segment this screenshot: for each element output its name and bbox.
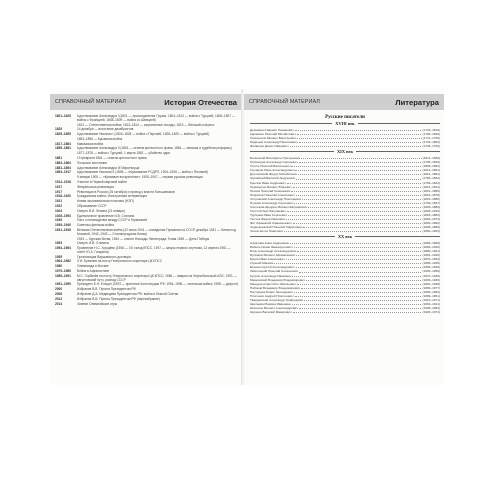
- writers-section-title: Русские писатели: [325, 115, 365, 120]
- writer-life-dates: (1870–1953): [422, 257, 440, 262]
- writer-life-dates: (1811–1848): [422, 156, 440, 161]
- dot-leader: [296, 176, 421, 179]
- writer-life-dates: (1893–1930): [422, 277, 440, 282]
- writer-life-dates: (1809–1852): [422, 164, 440, 169]
- writer-name: Белинский Виссарион Григорьевич: [250, 156, 301, 161]
- timeline-year: 1881–1894: [55, 165, 71, 170]
- dot-leader: [292, 274, 421, 277]
- writer-life-dates: (1903–1958): [422, 269, 440, 274]
- dot-leader: [286, 217, 421, 220]
- century-divider: [250, 121, 440, 126]
- timeline-event: Избрание Д.А. Медведева Президентом РФ; война в Южной Осетии: [77, 291, 179, 296]
- history-page: [50, 89, 242, 385]
- writer-name: Достоевский Фёдор Михайлович: [250, 172, 298, 177]
- writer-name: Бунин Иван Алексеевич: [250, 257, 285, 262]
- timeline-event: Революция в России (25 октября) и приход к власти большевиков: [77, 189, 175, 194]
- timeline-year: 1917: [55, 184, 63, 189]
- writer-life-dates: (1880–1921): [422, 249, 440, 254]
- writer-name: Лермонтов Михаил Юрьевич: [250, 184, 292, 189]
- writer-name: Чехов Антон Павлович: [250, 229, 283, 234]
- writer-name: Гоголь Николай Васильевич: [250, 164, 291, 169]
- timeline-event: 9 января 1905 — «Кровавое воскресенье»; 1905–1907 — первая русская революция: [77, 175, 203, 180]
- timeline-event: Олимпиада в Москве: [77, 264, 109, 269]
- timeline-year: 1914–1918: [55, 180, 71, 185]
- timeline-year: 1825: [55, 127, 63, 132]
- writer-name: Бабель Исаак Эммануилович: [250, 245, 293, 250]
- writer-life-dates: (1894–1940): [422, 245, 440, 250]
- dot-leader: [286, 257, 422, 260]
- writers-list: [250, 114, 440, 314]
- writer-name: Карамзин Николай Михайлович: [250, 132, 296, 137]
- literature-page: [244, 89, 444, 385]
- writer-life-dates: (1891–1940): [422, 253, 440, 258]
- writer-life-dates: (1929–1974): [422, 309, 440, 314]
- timeline-event: Великая Отечественная война (22 июня 1941 — нападение Германии на СССР, декабрь 1941 — битва под Москвой, 1942–1943 — Сталинградская битва): [77, 228, 236, 236]
- timeline-year: 1801–1825: [55, 114, 71, 118]
- dot-leader: [294, 290, 421, 293]
- writer-life-dates: (1769–1844): [422, 180, 440, 185]
- writer-name: Куприн Александр Иванович: [250, 273, 292, 278]
- writer-name: Радищев Александр Николаевич: [250, 140, 298, 145]
- history-page-title: История Отечества: [164, 97, 237, 107]
- dot-leader: [295, 128, 422, 131]
- writer-life-dates: (1889–1966): [422, 241, 440, 246]
- divider-line: [356, 151, 440, 152]
- century-divider: [250, 234, 440, 239]
- timeline-year: 2012: [55, 296, 63, 301]
- writer-name: Островский Александр Николаевич: [250, 196, 302, 201]
- timeline-year: 1917: [55, 189, 63, 194]
- timeline-event: 14 декабря — восстание декабристов: [77, 127, 134, 132]
- timeline-event: 1943 — Курская битва; 1944 — снятие блокады Ленинграда; 9 мая 1945 — День Победы: [77, 236, 210, 241]
- timeline-event: Смерть В.И. Ленина (21 января): [77, 208, 125, 213]
- timeline-row: [55, 298, 239, 302]
- timeline-event: Царствование Николая I (1826–1828 — война с Персией, 1828–1829 — война с Турцией): [77, 132, 210, 137]
- timeline-event: Гражданская война. Иностранная интервенция: [77, 194, 147, 199]
- timeline-year: 1991–1999: [55, 282, 71, 287]
- dot-leader: [306, 278, 422, 281]
- timeline-event: Зимние Олимпийские игры: [77, 301, 118, 306]
- writer-name: Заболоцкий Николай Алексеевич: [250, 269, 299, 274]
- writer-name: Толстой Лев Николаевич: [250, 208, 286, 213]
- writer-name: Платонов Андрей Платонович: [250, 293, 294, 298]
- dot-leader: [308, 205, 421, 208]
- century-label: XIX век: [337, 149, 353, 155]
- timeline-row: [55, 115, 239, 122]
- timeline-year: 1863–1864: [55, 160, 71, 165]
- timeline-event: Единоличное правление И.В. Сталина: [77, 213, 135, 218]
- timeline-year: 1939: [55, 218, 63, 223]
- timeline-row: [55, 210, 239, 214]
- dot-leader: [294, 245, 422, 248]
- dot-leader: [288, 213, 422, 216]
- writer-name: Есенин Сергей Александрович: [250, 265, 295, 270]
- timeline-year: 1985–1991: [55, 273, 71, 278]
- writer-life-dates: (1910–1971): [422, 297, 440, 302]
- writer-name: Пушкин Александр Сергеевич: [250, 200, 294, 205]
- timeline-event: Царствование Александра III Миротворца: [77, 165, 140, 170]
- writer-row: [250, 144, 440, 148]
- writer-row: [250, 229, 440, 233]
- timeline-event: Советско-финская война: [77, 223, 115, 228]
- dot-leader: [299, 140, 422, 143]
- writer-name: Фет Афанасий Афанасьевич: [250, 220, 292, 225]
- writer-life-dates: (1868–1936): [422, 261, 440, 266]
- writer-name: Шукшин Василий Макарович: [250, 309, 292, 314]
- writer-life-dates: (1818–1883): [422, 212, 440, 217]
- writer-name: Державин Гавриил Романович: [250, 128, 294, 132]
- timeline-row: [55, 303, 239, 307]
- dot-leader: [293, 310, 422, 313]
- timeline-year: 1979–1989: [55, 269, 71, 274]
- timeline-year: 1954–1964: [55, 246, 71, 251]
- writer-life-dates: (1783–1852): [422, 176, 440, 181]
- writer-name: Блок Александр Александрович: [250, 249, 297, 254]
- dot-leader: [304, 298, 421, 301]
- writer-life-dates: (1870–1938): [422, 273, 440, 278]
- timeline-year: 1980: [55, 264, 63, 269]
- writer-life-dates: (1803–1873): [422, 216, 440, 221]
- writer-row: [250, 310, 440, 314]
- reference-material-label: СПРАВОЧНЫЙ МАТЕРИАЛ: [249, 99, 320, 105]
- writer-name: Горький Максим: [250, 261, 274, 266]
- writer-name: Твардовский Александр Трифонович: [250, 297, 304, 302]
- timeline-event: Избрание В.В. Путина Президентом РФ: [77, 287, 136, 292]
- timeline-year: 1939–1940: [55, 223, 71, 228]
- timeline-event: Правление Н.С. Хрущёва (1956 — XX съезд КПСС, 1957 — запуск первого спутника, 12 апреля 1961 — полёт Ю.А. Гагарина): [77, 246, 231, 254]
- timeline-year: 1955: [55, 254, 63, 259]
- timeline-year: 1817–1864: [55, 141, 71, 146]
- writer-name: Пастернак Борис Леонидович: [250, 289, 293, 294]
- writer-name: Лесков Николай Семёнович: [250, 188, 291, 193]
- writer-life-dates: (1828–1910): [422, 208, 440, 213]
- dot-leader: [297, 132, 422, 135]
- writer-life-dates: (1812–1891): [422, 168, 440, 173]
- writer-name: Гончаров Иван Александрович: [250, 168, 295, 173]
- timeline-year: 1922: [55, 204, 63, 209]
- dot-leader: [293, 221, 422, 224]
- writer-life-dates: (1905–1984): [422, 305, 440, 310]
- dot-leader: [303, 225, 421, 228]
- dot-leader: [292, 302, 422, 305]
- writer-life-dates: (1899–1977): [422, 285, 440, 290]
- writer-life-dates: (1831–1895): [422, 188, 440, 193]
- writer-name: Крылов Иван Андреевич: [250, 180, 286, 185]
- timeline-event: Избрание В.В. Путина Президентом РФ (переизбрание): [77, 296, 160, 301]
- writer-name: Шолохов Михаил Александрович: [250, 305, 298, 310]
- timeline-row: [55, 247, 239, 254]
- dot-leader: [287, 181, 422, 184]
- open-booklet: [50, 89, 444, 385]
- dot-leader: [284, 229, 421, 232]
- timeline-event: Кавказская война: [77, 141, 104, 146]
- dot-leader: [290, 144, 422, 147]
- timeline-year: 1855–1881: [55, 146, 71, 151]
- writer-life-dates: (1895–1925): [422, 265, 440, 270]
- century-divider: [250, 149, 440, 154]
- timeline-event: Л.И. Брежнев на посту Генерального секретаря ЦК КПСС: [77, 259, 163, 264]
- divider-line: [250, 123, 332, 124]
- dot-leader: [274, 261, 421, 264]
- timeline-year: 1924: [55, 208, 63, 213]
- timeline-year: 1918–1920: [55, 194, 71, 199]
- writer-name: Фонвизин Денис Иванович: [250, 144, 289, 149]
- timeline-row: [55, 229, 239, 236]
- dot-leader: [299, 160, 422, 163]
- century-label: XVIII век: [335, 121, 355, 126]
- writer-life-dates: (1749–1802): [422, 140, 440, 145]
- writer-name: Некрасов Николай Алексеевич: [250, 192, 295, 197]
- writer-name: Мандельштам Осип Эмильевич: [250, 281, 296, 286]
- timeline-event: Новая экономическая политика (НЭП): [77, 199, 134, 204]
- timeline-event: Царствование Александра II (1861 — отмена крепостного права, 1864 — земская и судебная реформы): [77, 146, 232, 151]
- writer-life-dates: (1814–1841): [422, 184, 440, 189]
- dot-leader: [299, 269, 421, 272]
- timeline-event: 1812 — Отечественная война; 1813–1814 — заграничные походы; 1815 — Венский конгресс: [77, 122, 215, 127]
- writer-life-dates: (1828–1889): [422, 225, 440, 230]
- dot-leader: [301, 156, 421, 159]
- divider-line: [250, 151, 334, 152]
- timeline-event: 1877–1878 — война с Турцией, 1 марта 1881 — убийство царя: [77, 151, 170, 156]
- writer-life-dates: (1799–1837): [422, 200, 440, 205]
- dot-leader: [299, 306, 422, 309]
- history-timeline: [55, 115, 239, 307]
- writer-life-dates: (1899–1951): [422, 293, 440, 298]
- writer-life-dates: (1820–1892): [422, 220, 440, 225]
- writer-life-dates: (1860–1904): [422, 229, 440, 234]
- dot-leader: [294, 201, 421, 204]
- dot-leader: [297, 282, 422, 285]
- timeline-event: Участие в Первой мировой войне: [77, 180, 127, 185]
- dot-leader: [287, 209, 422, 212]
- timeline-event: Польское восстание: [77, 160, 108, 165]
- divider-line: [355, 236, 440, 237]
- timeline-row: [55, 275, 239, 282]
- divider-line: [358, 123, 440, 124]
- writer-life-dates: (1743–1816): [422, 128, 440, 132]
- timeline-year: 2000: [55, 287, 63, 292]
- timeline-year: 2014: [55, 301, 63, 306]
- timeline-event: Образование СССР: [77, 204, 107, 209]
- timeline-row: [55, 186, 239, 190]
- history-page-header: [50, 94, 242, 110]
- dot-leader: [298, 172, 421, 175]
- writer-name: Ломоносов Михаил Васильевич: [250, 136, 296, 141]
- writer-life-dates: (1892–1941): [422, 301, 440, 306]
- writer-life-dates: (1766–1826): [422, 132, 440, 137]
- timeline-year: 1825–1855: [55, 132, 71, 137]
- writer-life-dates: (1711–1765): [422, 136, 440, 141]
- literature-page-title: Литература: [395, 97, 439, 107]
- writer-name: Салтыков-Щедрин Михаил Евграфович: [250, 204, 308, 209]
- writer-name: Грибоедов Александр Сергеевич: [250, 160, 298, 165]
- writer-life-dates: (1745–1792): [422, 144, 440, 149]
- timeline-event: Царствование Александра I (1801 — присоединение Грузии, 1804–1813 — война с Турцией, 1805–1807 — войны с Францией, 1808–1809 — война со Швецией): [77, 114, 236, 122]
- writer-name: Маяковский Владимир Владимирович: [250, 277, 305, 282]
- timeline-event: 1853–1856 — Крымская война: [77, 136, 123, 141]
- dot-leader: [297, 249, 421, 252]
- writer-life-dates: (1891–1938): [422, 281, 440, 286]
- century-label: XX век: [337, 234, 353, 240]
- timeline-event: Пакт о ненападении между СССР и Германией: [77, 218, 148, 223]
- writer-name: Ахматова Анна Андреевна: [250, 241, 289, 246]
- writer-name: Тютчев Фёдор Иванович: [250, 216, 286, 221]
- writer-name: Чернышевский Николай Гаврилович: [250, 225, 303, 230]
- dot-leader: [293, 185, 422, 188]
- dot-leader: [295, 168, 421, 171]
- timeline-year: 1861: [55, 156, 63, 161]
- writer-life-dates: (1795–1829): [422, 160, 440, 165]
- timeline-event: Война в Афганистане: [77, 269, 110, 274]
- writer-life-dates: (1826–1889): [422, 204, 440, 209]
- timeline-event: Февральская революция: [77, 184, 114, 189]
- timeline-year: 1894–1917: [55, 170, 71, 175]
- timeline-event: Организация Варшавского договора: [77, 254, 131, 259]
- writer-life-dates: (1821–1878): [422, 192, 440, 197]
- timeline-event: 19 февраля 1861 — отмена крепостного права: [77, 156, 147, 161]
- timeline-event: М.С. Горбачёв на посту Генерального секретаря ЦК КПСС; 1986 — авария на Чернобыльской АЭС; 1991 — августовский путч, распад СССР: [77, 273, 237, 282]
- dot-leader: [295, 294, 422, 297]
- dot-leader: [301, 286, 421, 289]
- writer-name: Булгаков Михаил Афанасьевич: [250, 253, 296, 258]
- writer-life-dates: (1821–1881): [422, 172, 440, 177]
- writer-life-dates: (1890–1960): [422, 289, 440, 294]
- dot-leader: [297, 136, 422, 139]
- writer-name: Цветаева Марина Ивановна: [250, 301, 291, 306]
- dot-leader: [296, 193, 422, 196]
- writer-name: Набоков Владимир Владимирович: [250, 285, 301, 290]
- dot-leader: [290, 241, 422, 244]
- timeline-event: Смерть И.В. Сталина: [77, 241, 109, 246]
- timeline-year: 2008: [55, 291, 63, 296]
- timeline-year: 1964–1982: [55, 259, 71, 264]
- writer-name: Тургенев Иван Сергеевич: [250, 212, 287, 217]
- timeline-year: 1921: [55, 199, 63, 204]
- reference-material-label: СПРАВОЧНЫЙ МАТЕРИАЛ: [55, 99, 126, 105]
- dot-leader: [302, 197, 421, 200]
- dot-leader: [296, 253, 421, 256]
- divider-line: [250, 236, 335, 237]
- timeline-event: Царствование Николая II (1898 — образование РСДРП, 1904–1905 — война с Японией): [77, 170, 208, 175]
- dot-leader: [291, 164, 421, 167]
- timeline-event: Президент Б.Н. Ельцин (1993 — принятие Конституции РФ; 1994–1996 — чеченская война; 1998 — дефолт): [77, 282, 239, 287]
- timeline-year: 1941–1945: [55, 228, 71, 233]
- writer-life-dates: (1823–1886): [422, 196, 440, 201]
- dot-leader: [296, 265, 422, 268]
- timeline-year: 1928–1953: [55, 213, 71, 218]
- literature-page-header: [244, 94, 444, 110]
- dot-leader: [291, 189, 421, 192]
- writer-name: Жуковский Василий Андреевич: [250, 176, 296, 181]
- timeline-year: 1953: [55, 241, 63, 246]
